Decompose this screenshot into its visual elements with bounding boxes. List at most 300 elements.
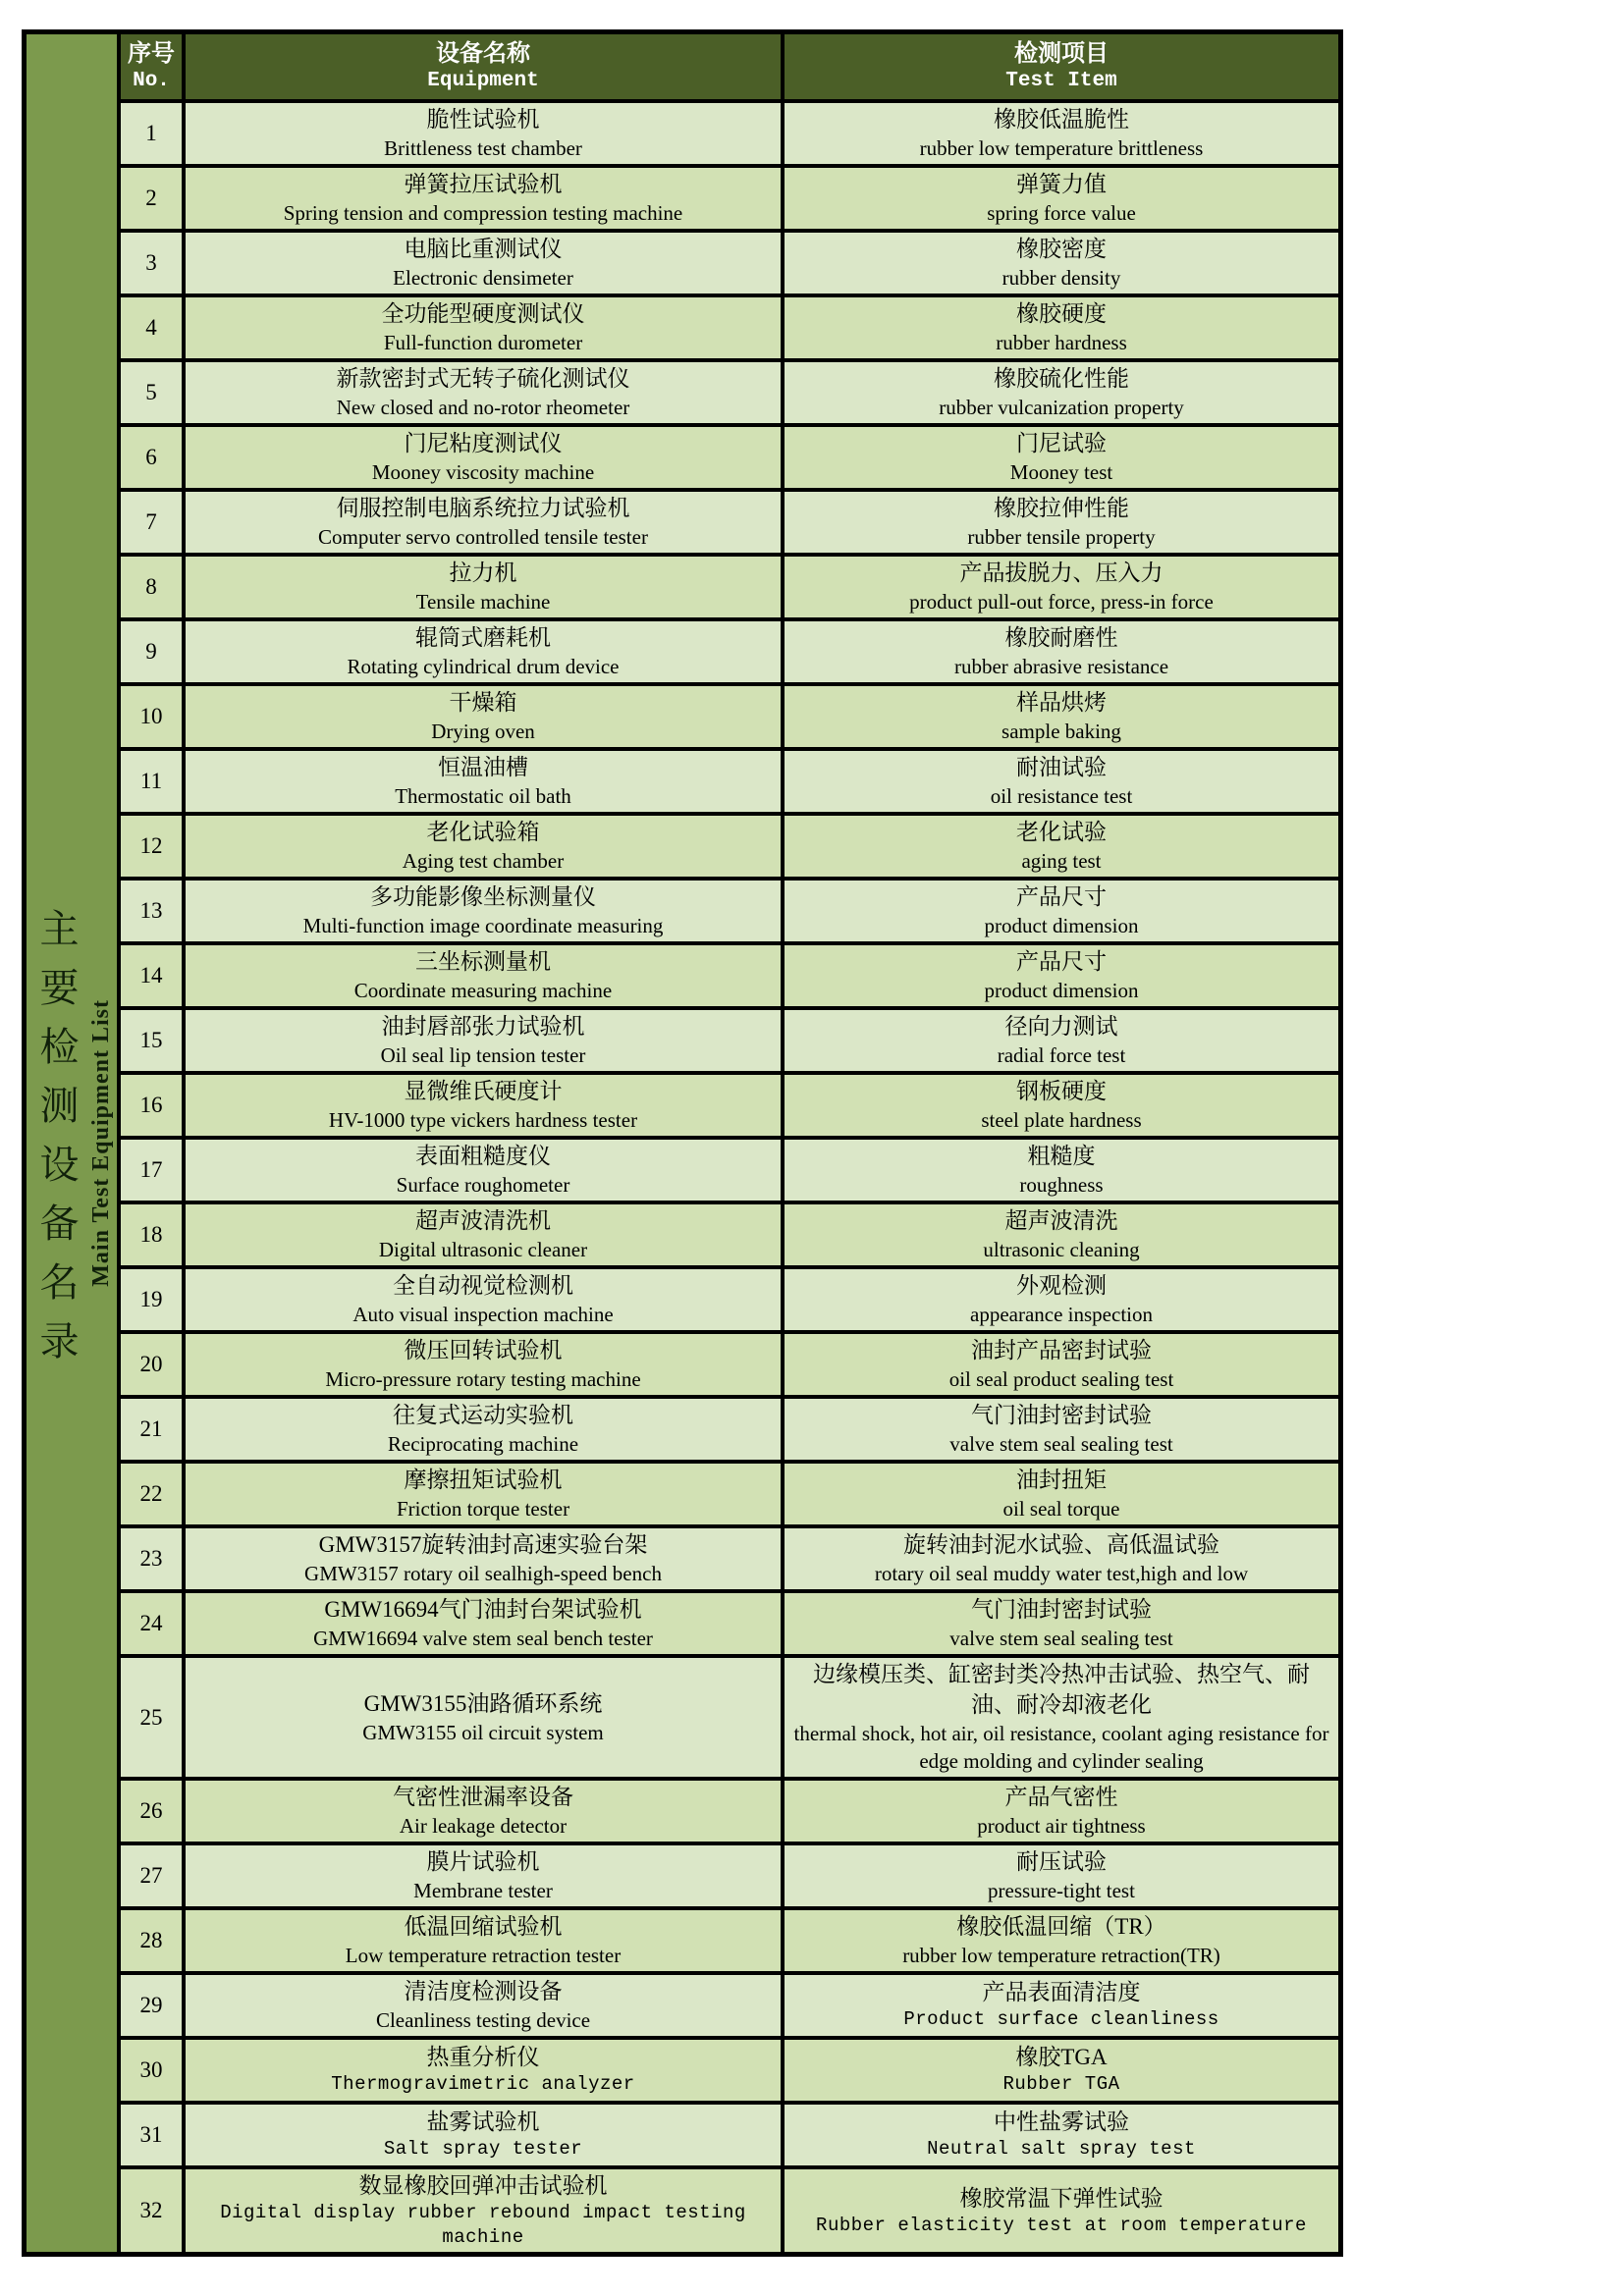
test-item-cell: [785, 168, 1338, 229]
equipment-name-en: Air leakage detector: [399, 1814, 568, 1839]
test-item-cn: 橡胶低温脆性: [994, 107, 1129, 133]
equipment-cell: [186, 168, 785, 229]
test-item-cell: [785, 427, 1338, 488]
table-row: [121, 1658, 1338, 1781]
test-item-en: valve stem seal sealing test: [949, 1432, 1173, 1457]
row-number: 32: [139, 2198, 163, 2223]
row-number-cell: [121, 945, 186, 1006]
equipment-cell: [186, 1075, 785, 1136]
test-item-en: sample baking: [1001, 720, 1121, 744]
equipment-name-cn: 往复式运动实验机: [393, 1403, 573, 1428]
test-item-cell: [785, 1528, 1338, 1589]
test-item-cn: 超声波清洗: [1004, 1208, 1118, 1234]
row-number-cell: [121, 1269, 186, 1330]
row-number: 2: [145, 186, 157, 211]
equipment-name-en: Aging test chamber: [402, 849, 565, 874]
test-item-cell: [785, 557, 1338, 617]
header-equipment: [186, 34, 785, 99]
test-item-en: Rubber TGA: [1002, 2073, 1120, 2096]
row-number: 20: [139, 1352, 163, 1377]
equipment-cell: [186, 881, 785, 941]
test-item-en: oil seal product sealing test: [948, 1367, 1174, 1392]
header-no: [121, 34, 186, 99]
row-number-cell: [121, 1781, 186, 1842]
test-item-cell: [785, 1269, 1338, 1330]
equipment-name-cn: 脆性试验机: [426, 107, 540, 133]
test-item-cell: [785, 1010, 1338, 1071]
table-title-chinese: 主要检测设备名录: [34, 907, 79, 1379]
test-item-cell: [785, 1975, 1338, 2036]
equipment-cell: [186, 1464, 785, 1524]
row-number: 3: [145, 250, 157, 276]
equipment-name-en: Rotating cylindrical drum device: [347, 655, 620, 679]
equipment-cell: [186, 362, 785, 423]
test-item-en: rubber abrasive resistance: [953, 655, 1169, 679]
row-number: 25: [139, 1704, 163, 1730]
equipment-cell: [186, 1593, 785, 1654]
test-item-cell: [785, 1075, 1338, 1136]
test-item-cn: 橡胶硬度: [1016, 301, 1107, 327]
header-test-item: [785, 34, 1338, 99]
equipment-cell: [186, 1140, 785, 1201]
equipment-cell: [186, 2105, 785, 2165]
test-item-cell: [785, 751, 1338, 812]
test-item-cn: 橡胶低温回缩（TR）: [956, 1914, 1166, 1940]
table-row: [121, 1334, 1338, 1399]
test-item-en: steel plate hardness: [981, 1108, 1142, 1133]
equipment-name-en: Computer servo controlled tensile tester: [318, 525, 648, 550]
test-item-en: product pull-out force, press-in force: [909, 590, 1214, 614]
test-item-en: rubber low temperature brittleness: [919, 136, 1204, 161]
row-number: 10: [139, 704, 163, 729]
equipment-name-en: New closed and no-rotor rheometer: [336, 396, 630, 420]
row-number: 22: [139, 1481, 163, 1507]
table-title-english: Main Test Equipment List: [88, 999, 114, 1287]
test-item-cn: 钢板硬度: [1016, 1079, 1107, 1104]
equipment-name-en: HV-1000 type vickers hardness tester: [328, 1108, 638, 1133]
test-item-cn: 气门油封密封试验: [971, 1597, 1152, 1623]
equipment-name-cn: 电脑比重测试仪: [404, 237, 563, 262]
equipment-name-en: Multi-function image coordinate measuring: [302, 914, 664, 938]
test-item-cell: [785, 1593, 1338, 1654]
equipment-cell: [186, 945, 785, 1006]
row-number-cell: [121, 362, 186, 423]
equipment-name-en: Brittleness test chamber: [384, 136, 582, 161]
test-item-en: ultrasonic cleaning: [983, 1238, 1140, 1262]
table-row: [121, 1464, 1338, 1528]
equipment-name-cn: 拉力机: [449, 561, 517, 586]
test-item-cell: [785, 1910, 1338, 1971]
table-row: [121, 557, 1338, 621]
test-item-en: rubber tensile property: [967, 525, 1156, 550]
table-row: [121, 1204, 1338, 1269]
row-number: 4: [145, 315, 157, 341]
test-item-en: rubber vulcanization property: [939, 396, 1184, 420]
equipment-name-en: Friction torque tester: [396, 1497, 570, 1522]
equipment-name-cn: 超声波清洗机: [415, 1208, 551, 1234]
row-number-cell: [121, 621, 186, 682]
row-number: 18: [139, 1222, 163, 1248]
equipment-name-en: Auto visual inspection machine: [352, 1303, 614, 1327]
table-row: [121, 1010, 1338, 1075]
row-number-cell: [121, 686, 186, 747]
row-number: 13: [139, 898, 163, 924]
header-equipment-cn: 设备名称: [436, 40, 530, 67]
test-item-cn: 产品尺寸: [1016, 949, 1107, 975]
equipment-name-en: Tensile machine: [415, 590, 551, 614]
equipment-name-cn: 三坐标测量机: [415, 949, 551, 975]
equipment-name-en: Thermostatic oil bath: [395, 784, 571, 809]
table-row: [121, 881, 1338, 945]
equipment-name-en: Coordinate measuring machine: [353, 979, 613, 1003]
table-grid: [121, 34, 1338, 2252]
equipment-name-cn: 气密性泄漏率设备: [393, 1785, 573, 1810]
row-number: 23: [139, 1546, 163, 1572]
test-item-cn: 样品烘烤: [1016, 690, 1107, 716]
equipment-name-cn: 多功能影像坐标测量仪: [370, 884, 596, 910]
row-number-cell: [121, 168, 186, 229]
equipment-name-cn: 数显橡胶回弹冲击试验机: [358, 2172, 608, 2198]
row-number-cell: [121, 557, 186, 617]
equipment-cell: [186, 1658, 785, 1777]
row-number-cell: [121, 103, 186, 164]
equipment-name-cn: 表面粗糙度仪: [415, 1144, 551, 1169]
equipment-cell: [186, 816, 785, 877]
row-number: 29: [139, 1993, 163, 2018]
table-row: [121, 427, 1338, 492]
test-item-cn: 气门油封密封试验: [971, 1403, 1152, 1428]
test-item-cn: 粗糙度: [1027, 1144, 1096, 1169]
row-number: 21: [139, 1416, 163, 1442]
header-no-en: No.: [133, 69, 170, 92]
test-item-cell: [785, 297, 1338, 358]
test-item-cn: 橡胶拉伸性能: [994, 496, 1129, 521]
row-number: 16: [139, 1093, 163, 1118]
test-item-en: thermal shock, hot air, oil resistance, coolant aging resistance for edge molding and cylinder sealing: [793, 1722, 1329, 1774]
equipment-name-en: Thermogravimetric analyzer: [331, 2073, 635, 2096]
test-item-cell: [785, 1781, 1338, 1842]
test-item-cn: 橡胶TGA: [1015, 2045, 1108, 2070]
equipment-name-cn: 全自动视觉检测机: [393, 1273, 573, 1299]
table-row: [121, 945, 1338, 1010]
equipment-cell: [186, 1528, 785, 1589]
test-item-en: roughness: [1019, 1173, 1104, 1198]
table-row: [121, 2040, 1338, 2105]
equipment-name-cn: 显微维氏硬度计: [404, 1079, 563, 1104]
test-item-en: pressure-tight test: [988, 1879, 1135, 1903]
equipment-cell: [186, 297, 785, 358]
equipment-name-cn: 辊筒式磨耗机: [415, 625, 551, 651]
row-number-cell: [121, 1464, 186, 1524]
table-row: [121, 1910, 1338, 1975]
row-number-cell: [121, 1975, 186, 2036]
test-item-en: spring force value: [987, 201, 1136, 226]
test-item-cn: 橡胶密度: [1016, 237, 1107, 262]
header-no-cn: 序号: [128, 40, 175, 67]
test-item-en: Neutral salt spray test: [927, 2138, 1196, 2161]
row-number-cell: [121, 427, 186, 488]
table-row: [121, 2169, 1338, 2252]
table-row: [121, 1075, 1338, 1140]
table-title-banner: [27, 34, 121, 2252]
equipment-name-cn: 低温回缩试验机: [404, 1914, 563, 1940]
equipment-name-cn: 弹簧拉压试验机: [404, 172, 563, 197]
header-test-cn: 检测项目: [1014, 40, 1109, 67]
equipment-name-cn: 摩擦扭矩试验机: [404, 1468, 563, 1493]
test-item-en: product dimension: [984, 914, 1139, 938]
row-number: 6: [145, 445, 157, 470]
equipment-name-en: Digital ultrasonic cleaner: [378, 1238, 588, 1262]
equipment-cell: [186, 2040, 785, 2101]
test-item-cell: [785, 1399, 1338, 1460]
equipment-name-cn: 恒温油槽: [438, 755, 528, 780]
table-row: [121, 233, 1338, 297]
row-number: 15: [139, 1028, 163, 1053]
table-row: [121, 1269, 1338, 1334]
test-item-cn: 产品气密性: [1004, 1785, 1118, 1810]
equipment-name-en: Salt spray tester: [383, 2138, 583, 2161]
row-number-cell: [121, 1910, 186, 1971]
table-row: [121, 2105, 1338, 2169]
test-item-cell: [785, 103, 1338, 164]
table-row: [121, 168, 1338, 233]
row-number: 9: [145, 639, 157, 665]
header-row: [121, 34, 1338, 103]
equipment-name-en: Oil seal lip tension tester: [380, 1043, 586, 1068]
table-row: [121, 1528, 1338, 1593]
row-number-cell: [121, 816, 186, 877]
row-number-cell: [121, 492, 186, 553]
equipment-cell: [186, 2169, 785, 2252]
test-item-cell: [785, 621, 1338, 682]
test-item-cn: 中性盐雾试验: [994, 2109, 1129, 2135]
row-number-cell: [121, 1140, 186, 1201]
row-number: 5: [145, 380, 157, 405]
equipment-cell: [186, 1910, 785, 1971]
row-number-cell: [121, 233, 186, 294]
table-row: [121, 1781, 1338, 1845]
row-number: 28: [139, 1928, 163, 1953]
row-number-cell: [121, 881, 186, 941]
test-item-en: appearance inspection: [970, 1303, 1153, 1327]
test-item-cn: 门尼试验: [1016, 431, 1107, 456]
equipment-cell: [186, 427, 785, 488]
table-row: [121, 816, 1338, 881]
equipment-name-en: GMW16694 valve stem seal bench tester: [313, 1627, 653, 1651]
row-number-cell: [121, 1658, 186, 1777]
equipment-name-en: Spring tension and compression testing machine: [283, 201, 683, 226]
row-number: 7: [145, 509, 157, 535]
equipment-cell: [186, 1269, 785, 1330]
test-item-cell: [785, 1140, 1338, 1201]
test-item-cn: 旋转油封泥水试验、高低温试验: [903, 1532, 1219, 1558]
row-number-cell: [121, 2169, 186, 2252]
equipment-cell: [186, 492, 785, 553]
equipment-name-cn: 全功能型硬度测试仪: [381, 301, 585, 327]
table-row: [121, 103, 1338, 168]
row-number-cell: [121, 1334, 186, 1395]
equipment-name-cn: 热重分析仪: [426, 2045, 540, 2070]
row-number-cell: [121, 1845, 186, 1906]
row-number: 14: [139, 963, 163, 988]
test-item-cn: 耐压试验: [1016, 1849, 1107, 1875]
row-number: 19: [139, 1287, 163, 1312]
header-test-en: Test Item: [1005, 69, 1117, 92]
test-item-en: Mooney test: [1009, 460, 1113, 485]
table-row: [121, 492, 1338, 557]
row-number: 30: [139, 2057, 163, 2083]
test-item-cn: 产品拔脱力、压入力: [959, 561, 1164, 586]
header-equipment-en: Equipment: [427, 69, 539, 92]
equipment-cell: [186, 1781, 785, 1842]
equipment-cell: [186, 1399, 785, 1460]
equipment-name-cn: 伺服控制电脑系统拉力试验机: [336, 496, 630, 521]
row-number-cell: [121, 1010, 186, 1071]
test-item-cell: [785, 362, 1338, 423]
test-item-cn: 橡胶常温下弹性试验: [959, 2185, 1164, 2211]
test-item-en: valve stem seal sealing test: [949, 1627, 1173, 1651]
test-item-cn: 油封产品密封试验: [971, 1338, 1152, 1363]
equipment-cell: [186, 1334, 785, 1395]
test-item-cell: [785, 233, 1338, 294]
row-number: 8: [145, 574, 157, 600]
equipment-cell: [186, 1975, 785, 2036]
table-row: [121, 1845, 1338, 1910]
equipment-name-en: Cleanliness testing device: [375, 2008, 591, 2033]
row-number-cell: [121, 297, 186, 358]
equipment-name-cn: GMW3155油路循环系统: [363, 1690, 603, 1716]
equipment-name-en: Drying oven: [431, 720, 535, 744]
equipment-name-cn: GMW16694气门油封台架试验机: [324, 1597, 642, 1623]
equipment-name-cn: 盐雾试验机: [426, 2109, 540, 2135]
equipment-name-cn: 微压回转试验机: [404, 1338, 563, 1363]
test-item-en: rubber hardness: [996, 331, 1127, 355]
test-item-cell: [785, 492, 1338, 553]
table-row: [121, 1399, 1338, 1464]
test-item-cell: [785, 816, 1338, 877]
test-item-cn: 产品尺寸: [1016, 884, 1107, 910]
table-row: [121, 297, 1338, 362]
table-row: [121, 1140, 1338, 1204]
equipment-cell: [186, 557, 785, 617]
table-row: [121, 1975, 1338, 2040]
equipment-name-en: Mooney viscosity machine: [371, 460, 595, 485]
equipment-name-en: Membrane tester: [413, 1879, 553, 1903]
test-item-cn: 外观检测: [1016, 1273, 1107, 1299]
equipment-name-cn: 新款密封式无转子硫化测试仪: [336, 366, 630, 392]
test-item-cn: 边缘模压类、缸密封类冷热冲击试验、热空气、耐油、耐冷却液老化: [813, 1662, 1310, 1718]
equipment-cell: [186, 233, 785, 294]
equipment-name-en: Electronic densimeter: [393, 266, 573, 291]
test-item-en: Rubber elasticity test at room temperature: [816, 2214, 1307, 2236]
test-item-en: rotary oil seal muddy water test,high and low: [874, 1562, 1249, 1586]
row-number: 26: [139, 1798, 163, 1824]
test-item-en: oil seal torque: [1002, 1497, 1120, 1522]
equipment-name-en: Digital display rubber rebound impact testing machine: [220, 2201, 746, 2249]
test-item-en: product dimension: [984, 979, 1139, 1003]
row-number-cell: [121, 2105, 186, 2165]
test-item-cn: 径向力测试: [1004, 1014, 1118, 1040]
equipment-name-cn: 老化试验箱: [426, 820, 540, 845]
test-item-cn: 弹簧力值: [1016, 172, 1107, 197]
equipment-table: [22, 29, 1343, 2257]
test-item-cell: [785, 1658, 1338, 1777]
test-item-cn: 橡胶硫化性能: [994, 366, 1129, 392]
table-row: [121, 362, 1338, 427]
test-item-cell: [785, 686, 1338, 747]
table-row: [121, 621, 1338, 686]
equipment-cell: [186, 621, 785, 682]
row-number-cell: [121, 1075, 186, 1136]
equipment-name-en: GMW3155 oil circuit system: [362, 1720, 604, 1744]
test-item-cell: [785, 945, 1338, 1006]
equipment-name-cn: 油封唇部张力试验机: [381, 1014, 585, 1040]
row-number: 11: [139, 769, 163, 794]
row-number-cell: [121, 1399, 186, 1460]
row-number: 27: [139, 1863, 163, 1889]
equipment-name-cn: GMW3157旋转油封高速实验台架: [318, 1532, 648, 1558]
row-number: 24: [139, 1611, 163, 1636]
row-number-cell: [121, 1204, 186, 1265]
equipment-name-en: Low temperature retraction tester: [345, 1944, 622, 1968]
test-item-cn: 耐油试验: [1016, 755, 1107, 780]
row-number-cell: [121, 751, 186, 812]
test-item-cell: [785, 2105, 1338, 2165]
equipment-name-cn: 清洁度检测设备: [404, 1979, 563, 2004]
test-item-en: radial force test: [997, 1043, 1126, 1068]
equipment-cell: [186, 751, 785, 812]
test-item-cell: [785, 1204, 1338, 1265]
test-item-cell: [785, 1464, 1338, 1524]
test-item-cell: [785, 2169, 1338, 2252]
equipment-cell: [186, 1010, 785, 1071]
row-number: 1: [145, 121, 157, 146]
equipment-name-en: Surface roughometer: [396, 1173, 570, 1198]
test-item-cn: 橡胶耐磨性: [1004, 625, 1118, 651]
equipment-cell: [186, 686, 785, 747]
test-item-cn: 老化试验: [1016, 820, 1107, 845]
test-item-en: aging test: [1021, 849, 1102, 874]
equipment-name-en: Full-function durometer: [383, 331, 583, 355]
test-item-en: Product surface cleanliness: [903, 2008, 1219, 2031]
equipment-cell: [186, 1204, 785, 1265]
test-item-cell: [785, 881, 1338, 941]
test-item-cell: [785, 2040, 1338, 2101]
test-item-cell: [785, 1334, 1338, 1395]
equipment-name-cn: 门尼粘度测试仪: [404, 431, 563, 456]
table-row: [121, 751, 1338, 816]
equipment-name-en: GMW3157 rotary oil sealhigh-speed bench: [304, 1562, 662, 1586]
test-item-cell: [785, 1845, 1338, 1906]
row-number: 31: [139, 2122, 163, 2148]
row-number: 12: [139, 833, 163, 859]
equipment-cell: [186, 1845, 785, 1906]
equipment-name-en: Reciprocating machine: [387, 1432, 579, 1457]
table-body: [121, 103, 1338, 2252]
test-item-en: rubber density: [1001, 266, 1121, 291]
table-row: [121, 1593, 1338, 1658]
equipment-name-en: Micro-pressure rotary testing machine: [325, 1367, 641, 1392]
row-number-cell: [121, 1593, 186, 1654]
test-item-en: oil resistance test: [990, 784, 1133, 809]
row-number-cell: [121, 2040, 186, 2101]
equipment-name-cn: 干燥箱: [449, 690, 517, 716]
test-item-en: rubber low temperature retraction(TR): [902, 1944, 1220, 1968]
test-item-en: product air tightness: [977, 1814, 1146, 1839]
test-item-cn: 油封扭矩: [1016, 1468, 1107, 1493]
equipment-cell: [186, 103, 785, 164]
row-number: 17: [139, 1157, 163, 1183]
